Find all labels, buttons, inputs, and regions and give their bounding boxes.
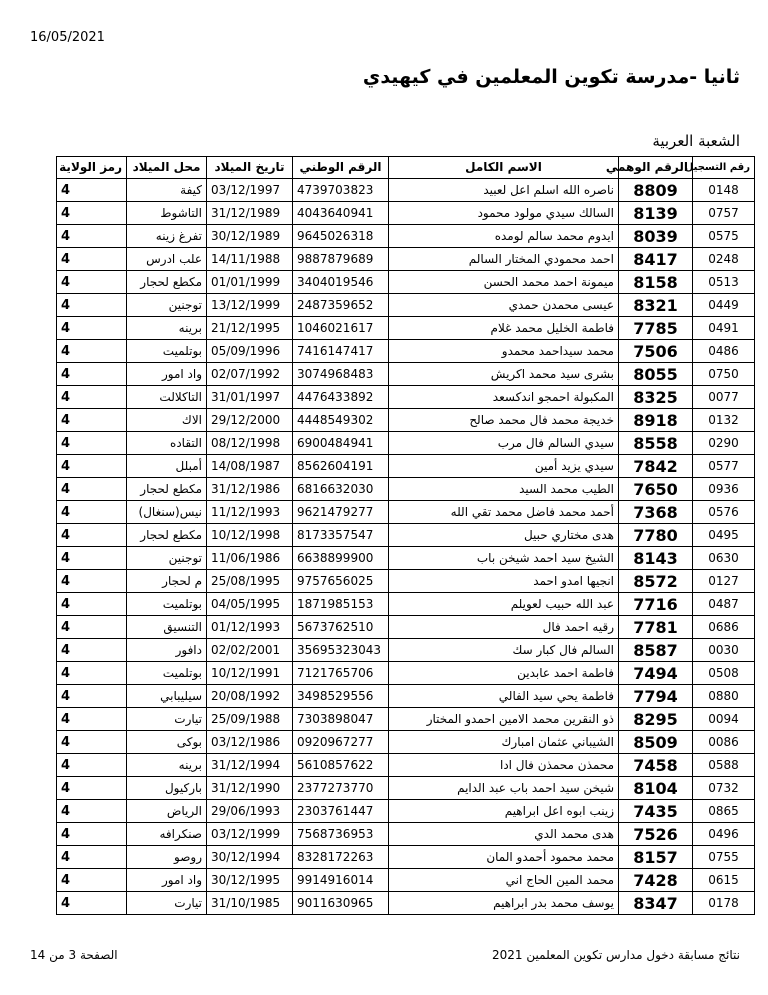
cell-birth-date: 03/12/1999 xyxy=(207,823,293,846)
cell-exam-number: 7494 xyxy=(619,662,693,685)
cell-exam-number: 8809 xyxy=(619,179,693,202)
cell-serial: 0630 xyxy=(693,547,755,570)
cell-national-id: 7121765706 xyxy=(293,662,389,685)
cell-national-id: 2303761447 xyxy=(293,800,389,823)
cell-birth-date: 21/12/1995 xyxy=(207,317,293,340)
print-date: 16/05/2021 xyxy=(30,30,105,45)
cell-birth-place: التقاده xyxy=(127,432,207,455)
cell-full-name: الشيخ سيد احمد شيخن باب xyxy=(389,547,619,570)
table-row xyxy=(57,593,755,616)
col-header-name: الاسم الكامل xyxy=(389,157,619,179)
cell-birth-date: 11/06/1986 xyxy=(207,547,293,570)
cell-wilaya-code: 4 xyxy=(57,202,127,225)
cell-wilaya-code: 4 xyxy=(57,823,127,846)
table-header-row xyxy=(57,157,755,179)
cell-full-name: سيدي السالم فال مرب xyxy=(389,432,619,455)
table-row xyxy=(57,225,755,248)
cell-birth-date: 31/01/1997 xyxy=(207,386,293,409)
table-row xyxy=(57,409,755,432)
cell-exam-number: 7526 xyxy=(619,823,693,846)
cell-full-name: زينب ابوه اعل ابراهيم xyxy=(389,800,619,823)
cell-national-id: 1871985153 xyxy=(293,593,389,616)
cell-full-name: انجيها امدو احمد xyxy=(389,570,619,593)
table-row xyxy=(57,662,755,685)
cell-birth-place: كيفة xyxy=(127,179,207,202)
cell-full-name: عبد الله حبيب لعويلم xyxy=(389,593,619,616)
cell-full-name: السالك سيدي مولود محمود xyxy=(389,202,619,225)
cell-exam-number: 8572 xyxy=(619,570,693,593)
cell-serial: 0487 xyxy=(693,593,755,616)
cell-national-id: 2487359652 xyxy=(293,294,389,317)
cell-birth-date: 05/09/1996 xyxy=(207,340,293,363)
table-row xyxy=(57,271,755,294)
cell-exam-number: 8558 xyxy=(619,432,693,455)
cell-exam-number: 7794 xyxy=(619,685,693,708)
cell-birth-place: تيارت xyxy=(127,892,207,915)
cell-wilaya-code: 4 xyxy=(57,432,127,455)
cell-birth-place: برينه xyxy=(127,754,207,777)
cell-national-id: 6900484941 xyxy=(293,432,389,455)
cell-birth-place: برينه xyxy=(127,317,207,340)
cell-national-id: 7416147417 xyxy=(293,340,389,363)
cell-birth-date: 11/12/1993 xyxy=(207,501,293,524)
cell-birth-date: 31/12/1986 xyxy=(207,478,293,501)
cell-wilaya-code: 4 xyxy=(57,340,127,363)
cell-serial: 0615 xyxy=(693,869,755,892)
cell-national-id: 5610857622 xyxy=(293,754,389,777)
cell-exam-number: 8321 xyxy=(619,294,693,317)
cell-full-name: احمد محمودي المختار السالم xyxy=(389,248,619,271)
cell-birth-date: 10/12/1991 xyxy=(207,662,293,685)
cell-birth-place: التنسيق xyxy=(127,616,207,639)
cell-birth-place: الرياض xyxy=(127,800,207,823)
cell-wilaya-code: 4 xyxy=(57,662,127,685)
cell-birth-date: 30/12/1995 xyxy=(207,869,293,892)
cell-national-id: 8562604191 xyxy=(293,455,389,478)
cell-birth-place: التاكلالت xyxy=(127,386,207,409)
cell-serial: 0178 xyxy=(693,892,755,915)
cell-national-id: 2377273770 xyxy=(293,777,389,800)
cell-birth-place: التاشوط xyxy=(127,202,207,225)
cell-exam-number: 8417 xyxy=(619,248,693,271)
cell-national-id: 9621479277 xyxy=(293,501,389,524)
table-row xyxy=(57,777,755,800)
section-heading: الشعبة العربية xyxy=(652,132,740,150)
cell-full-name: هدى مختاري حبيل xyxy=(389,524,619,547)
cell-wilaya-code: 4 xyxy=(57,225,127,248)
cell-national-id: 6816632030 xyxy=(293,478,389,501)
cell-birth-place: توجنين xyxy=(127,294,207,317)
cell-serial: 0495 xyxy=(693,524,755,547)
cell-full-name: ذو النقرين محمد الامين احمدو المختار xyxy=(389,708,619,731)
cell-exam-number: 8325 xyxy=(619,386,693,409)
cell-wilaya-code: 4 xyxy=(57,570,127,593)
table-row xyxy=(57,501,755,524)
cell-exam-number: 7435 xyxy=(619,800,693,823)
cell-serial: 0880 xyxy=(693,685,755,708)
cell-serial: 0086 xyxy=(693,731,755,754)
cell-birth-date: 01/12/1993 xyxy=(207,616,293,639)
cell-birth-date: 03/12/1986 xyxy=(207,731,293,754)
cell-serial: 0936 xyxy=(693,478,755,501)
cell-national-id: 3404019546 xyxy=(293,271,389,294)
cell-full-name: خديجة محمد فال محمد صالح xyxy=(389,409,619,432)
cell-full-name: يوسف محمد بدر ابراهيم xyxy=(389,892,619,915)
cell-exam-number: 7780 xyxy=(619,524,693,547)
cell-full-name: فاطمة احمد عابدين xyxy=(389,662,619,685)
cell-national-id: 0920967277 xyxy=(293,731,389,754)
cell-full-name: المكبولة احمجو اندكسعد xyxy=(389,386,619,409)
table-row xyxy=(57,754,755,777)
cell-birth-place: بوتلميت xyxy=(127,662,207,685)
table-row xyxy=(57,363,755,386)
table-row xyxy=(57,823,755,846)
cell-exam-number: 8918 xyxy=(619,409,693,432)
table-row xyxy=(57,478,755,501)
cell-wilaya-code: 4 xyxy=(57,478,127,501)
cell-birth-date: 25/09/1988 xyxy=(207,708,293,731)
cell-national-id: 4448549302 xyxy=(293,409,389,432)
cell-serial: 0513 xyxy=(693,271,755,294)
cell-wilaya-code: 4 xyxy=(57,271,127,294)
cell-serial: 0577 xyxy=(693,455,755,478)
cell-full-name: الطيب محمد السيد xyxy=(389,478,619,501)
cell-serial: 0686 xyxy=(693,616,755,639)
cell-exam-number: 8104 xyxy=(619,777,693,800)
cell-national-id: 4476433892 xyxy=(293,386,389,409)
cell-birth-place: روصو xyxy=(127,846,207,869)
col-header-serial: رقم التسجيل xyxy=(693,157,755,179)
table-row xyxy=(57,639,755,662)
results-table xyxy=(56,156,755,915)
cell-birth-place: واد امور xyxy=(127,869,207,892)
table-row xyxy=(57,386,755,409)
table-row xyxy=(57,179,755,202)
cell-wilaya-code: 4 xyxy=(57,501,127,524)
cell-full-name: محمد محمود أحمدو المان xyxy=(389,846,619,869)
cell-national-id: 5673762510 xyxy=(293,616,389,639)
table-row xyxy=(57,685,755,708)
cell-full-name: رقيه احمد فال xyxy=(389,616,619,639)
cell-birth-place: بوتلميت xyxy=(127,340,207,363)
cell-exam-number: 8157 xyxy=(619,846,693,869)
cell-birth-date: 25/08/1995 xyxy=(207,570,293,593)
col-header-exam: الرقم الوهمي xyxy=(619,157,693,179)
cell-wilaya-code: 4 xyxy=(57,800,127,823)
cell-serial: 0248 xyxy=(693,248,755,271)
cell-wilaya-code: 4 xyxy=(57,869,127,892)
cell-exam-number: 8143 xyxy=(619,547,693,570)
cell-full-name: السالم فال كبار سك xyxy=(389,639,619,662)
cell-birth-place: تفرغ زينه xyxy=(127,225,207,248)
cell-serial: 0132 xyxy=(693,409,755,432)
cell-birth-place: مكطع لحجار xyxy=(127,524,207,547)
cell-birth-date: 31/10/1985 xyxy=(207,892,293,915)
table-row xyxy=(57,547,755,570)
cell-wilaya-code: 4 xyxy=(57,846,127,869)
cell-birth-date: 04/05/1995 xyxy=(207,593,293,616)
cell-birth-place: نيس(سنغال) xyxy=(127,501,207,524)
cell-full-name: محمد سيداحمد محمدو xyxy=(389,340,619,363)
cell-birth-date: 30/12/1989 xyxy=(207,225,293,248)
table-row xyxy=(57,455,755,478)
cell-serial: 0576 xyxy=(693,501,755,524)
cell-exam-number: 7428 xyxy=(619,869,693,892)
table-row xyxy=(57,524,755,547)
cell-national-id: 6638899900 xyxy=(293,547,389,570)
cell-exam-number: 8347 xyxy=(619,892,693,915)
table-row xyxy=(57,800,755,823)
cell-serial: 0496 xyxy=(693,823,755,846)
cell-wilaya-code: 4 xyxy=(57,616,127,639)
cell-full-name: بشرى سيد محمد اكريش xyxy=(389,363,619,386)
cell-serial: 0757 xyxy=(693,202,755,225)
cell-wilaya-code: 4 xyxy=(57,593,127,616)
cell-exam-number: 7368 xyxy=(619,501,693,524)
cell-exam-number: 7716 xyxy=(619,593,693,616)
cell-birth-place: تيارت xyxy=(127,708,207,731)
cell-national-id: 7568736953 xyxy=(293,823,389,846)
table-row xyxy=(57,202,755,225)
cell-national-id: 3074968483 xyxy=(293,363,389,386)
cell-wilaya-code: 4 xyxy=(57,363,127,386)
cell-wilaya-code: 4 xyxy=(57,777,127,800)
cell-national-id: 8173357547 xyxy=(293,524,389,547)
col-header-place: محل الميلاد xyxy=(127,157,207,179)
cell-exam-number: 7842 xyxy=(619,455,693,478)
cell-wilaya-code: 4 xyxy=(57,179,127,202)
cell-serial: 0750 xyxy=(693,363,755,386)
cell-full-name: ميمونة احمد محمد الحسن xyxy=(389,271,619,294)
cell-serial: 0030 xyxy=(693,639,755,662)
cell-wilaya-code: 4 xyxy=(57,294,127,317)
cell-birth-place: بوكى xyxy=(127,731,207,754)
cell-full-name: ناصره الله اسلم اعل لعبيد xyxy=(389,179,619,202)
cell-national-id: 9757656025 xyxy=(293,570,389,593)
cell-full-name: محمد المين الحاج اني xyxy=(389,869,619,892)
cell-birth-date: 31/12/1990 xyxy=(207,777,293,800)
cell-birth-date: 03/12/1997 xyxy=(207,179,293,202)
cell-birth-place: بوتلميت xyxy=(127,593,207,616)
cell-full-name: فاطمة يحي سيد الفالي xyxy=(389,685,619,708)
cell-serial: 0491 xyxy=(693,317,755,340)
cell-birth-date: 30/12/1994 xyxy=(207,846,293,869)
cell-birth-date: 14/11/1988 xyxy=(207,248,293,271)
table-row xyxy=(57,708,755,731)
cell-national-id: 4739703823 xyxy=(293,179,389,202)
cell-full-name: سيدي يزيد أمين xyxy=(389,455,619,478)
cell-wilaya-code: 4 xyxy=(57,248,127,271)
table-row xyxy=(57,570,755,593)
cell-exam-number: 8055 xyxy=(619,363,693,386)
cell-full-name: هدى محمد الدي xyxy=(389,823,619,846)
table-row xyxy=(57,616,755,639)
cell-wilaya-code: 4 xyxy=(57,731,127,754)
cell-full-name: الشيباني عثمان امبارك xyxy=(389,731,619,754)
cell-birth-place: توجنين xyxy=(127,547,207,570)
cell-national-id: 1046021617 xyxy=(293,317,389,340)
cell-birth-place: سيليبابي xyxy=(127,685,207,708)
cell-exam-number: 8295 xyxy=(619,708,693,731)
cell-exam-number: 7785 xyxy=(619,317,693,340)
cell-serial: 0148 xyxy=(693,179,755,202)
cell-full-name: محمذن محمذن فال ادا xyxy=(389,754,619,777)
cell-birth-date: 20/08/1992 xyxy=(207,685,293,708)
cell-serial: 0290 xyxy=(693,432,755,455)
cell-wilaya-code: 4 xyxy=(57,892,127,915)
cell-national-id: 9011630965 xyxy=(293,892,389,915)
cell-wilaya-code: 4 xyxy=(57,386,127,409)
cell-serial: 0094 xyxy=(693,708,755,731)
cell-serial: 0755 xyxy=(693,846,755,869)
cell-birth-date: 29/12/2000 xyxy=(207,409,293,432)
cell-national-id: 9914916014 xyxy=(293,869,389,892)
cell-birth-place: دافور xyxy=(127,639,207,662)
cell-exam-number: 7506 xyxy=(619,340,693,363)
cell-wilaya-code: 4 xyxy=(57,685,127,708)
cell-birth-place: م لحجار xyxy=(127,570,207,593)
cell-wilaya-code: 4 xyxy=(57,547,127,570)
cell-birth-place: الاك xyxy=(127,409,207,432)
cell-birth-date: 14/08/1987 xyxy=(207,455,293,478)
table-row xyxy=(57,432,755,455)
cell-full-name: شيخن سيد احمد باب عبد الدايم xyxy=(389,777,619,800)
cell-exam-number: 7650 xyxy=(619,478,693,501)
cell-birth-place: أمبلل xyxy=(127,455,207,478)
cell-national-id: 9887879689 xyxy=(293,248,389,271)
cell-national-id: 35695323043 xyxy=(293,639,389,662)
cell-wilaya-code: 4 xyxy=(57,524,127,547)
col-header-nni: الرقم الوطني xyxy=(293,157,389,179)
cell-national-id: 4043640941 xyxy=(293,202,389,225)
page-number: الصفحة 3 من 14 xyxy=(30,948,118,962)
cell-wilaya-code: 4 xyxy=(57,409,127,432)
cell-birth-place: علب ادرس xyxy=(127,248,207,271)
table-row xyxy=(57,731,755,754)
cell-full-name: أحمد محمد فاضل محمد تقي الله xyxy=(389,501,619,524)
cell-full-name: ايدوم محمد سالم لومده xyxy=(389,225,619,248)
table-row xyxy=(57,248,755,271)
cell-serial: 0449 xyxy=(693,294,755,317)
table-row xyxy=(57,846,755,869)
cell-national-id: 7303898047 xyxy=(293,708,389,731)
cell-wilaya-code: 4 xyxy=(57,455,127,478)
page-title: ثانيا -مدرسة تكوين المعلمين في كيهيدي xyxy=(362,66,740,88)
cell-serial: 0508 xyxy=(693,662,755,685)
cell-national-id: 8328172263 xyxy=(293,846,389,869)
cell-national-id: 9645026318 xyxy=(293,225,389,248)
cell-birth-date: 29/06/1993 xyxy=(207,800,293,823)
footer-caption: نتائج مسابقة دخول مدارس تكوين المعلمين 2021 xyxy=(492,948,740,962)
table-row xyxy=(57,892,755,915)
cell-serial: 0732 xyxy=(693,777,755,800)
table-row xyxy=(57,294,755,317)
table-row xyxy=(57,317,755,340)
cell-exam-number: 8158 xyxy=(619,271,693,294)
cell-national-id: 3498529556 xyxy=(293,685,389,708)
cell-exam-number: 7458 xyxy=(619,754,693,777)
col-header-dob: تاريخ الميلاد xyxy=(207,157,293,179)
cell-serial: 0486 xyxy=(693,340,755,363)
cell-full-name: عيسى محمدن حمدي xyxy=(389,294,619,317)
cell-birth-date: 31/12/1989 xyxy=(207,202,293,225)
cell-full-name: فاطمة الخليل محمد غلام xyxy=(389,317,619,340)
cell-exam-number: 8139 xyxy=(619,202,693,225)
cell-wilaya-code: 4 xyxy=(57,317,127,340)
cell-exam-number: 8039 xyxy=(619,225,693,248)
cell-serial: 0127 xyxy=(693,570,755,593)
col-header-wilaya: رمز الولاية xyxy=(57,157,127,179)
cell-birth-date: 10/12/1998 xyxy=(207,524,293,547)
cell-birth-place: واد امور xyxy=(127,363,207,386)
cell-birth-place: صنكرافه xyxy=(127,823,207,846)
cell-birth-place: باركيول xyxy=(127,777,207,800)
cell-serial: 0588 xyxy=(693,754,755,777)
cell-birth-place: مكطع لحجار xyxy=(127,271,207,294)
cell-serial: 0865 xyxy=(693,800,755,823)
cell-exam-number: 7781 xyxy=(619,616,693,639)
cell-exam-number: 8509 xyxy=(619,731,693,754)
cell-birth-date: 01/01/1999 xyxy=(207,271,293,294)
cell-serial: 0575 xyxy=(693,225,755,248)
cell-wilaya-code: 4 xyxy=(57,754,127,777)
cell-birth-date: 13/12/1999 xyxy=(207,294,293,317)
cell-birth-date: 02/07/1992 xyxy=(207,363,293,386)
cell-birth-place: مكطع لحجار xyxy=(127,478,207,501)
cell-wilaya-code: 4 xyxy=(57,708,127,731)
cell-birth-date: 08/12/1998 xyxy=(207,432,293,455)
cell-wilaya-code: 4 xyxy=(57,639,127,662)
table-row xyxy=(57,869,755,892)
cell-serial: 0077 xyxy=(693,386,755,409)
cell-birth-date: 02/02/2001 xyxy=(207,639,293,662)
table-row xyxy=(57,340,755,363)
cell-birth-date: 31/12/1994 xyxy=(207,754,293,777)
cell-exam-number: 8587 xyxy=(619,639,693,662)
